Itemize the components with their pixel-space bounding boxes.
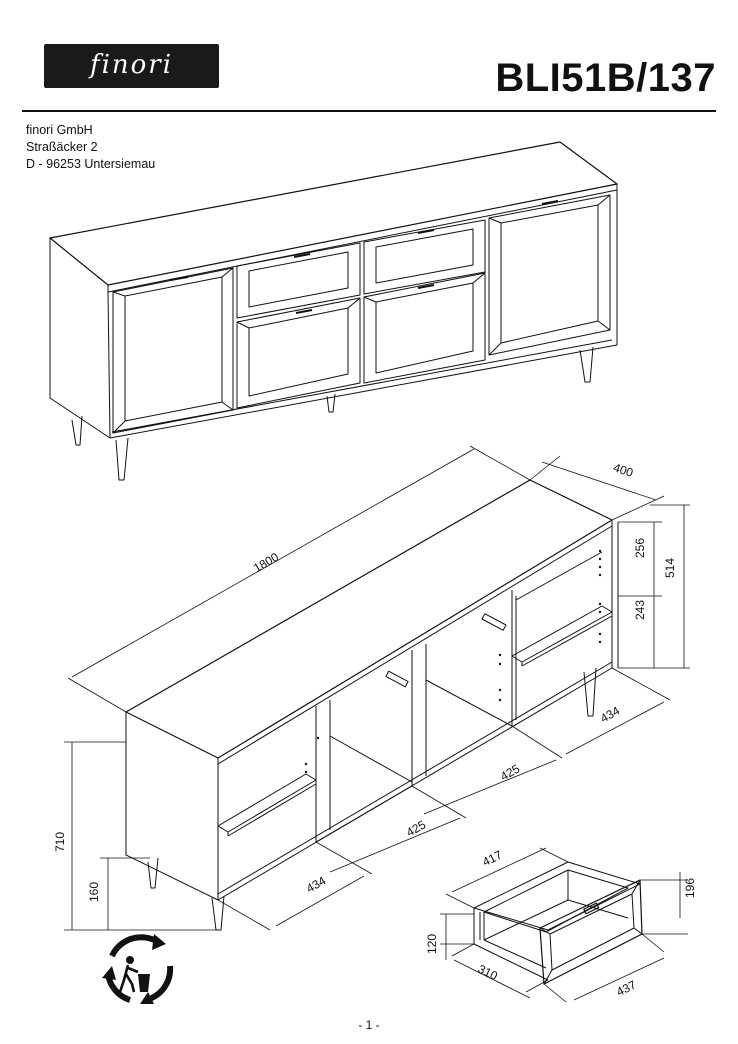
dim-right-width: 434: [597, 703, 623, 726]
recycling-icon: [102, 934, 170, 1004]
dim-leg-height: 160: [87, 881, 101, 903]
dim-lower-shelf: 243: [633, 599, 647, 621]
dim-depth: 400: [611, 460, 635, 480]
dim-mid-width-1: 425: [403, 817, 429, 840]
page-number: - 1 -: [358, 1018, 380, 1032]
frame-technical: [126, 480, 618, 930]
dim-upper-shelf: 256: [633, 537, 647, 559]
dim-length: 1800: [250, 549, 282, 576]
dim-side-height: 514: [663, 557, 677, 579]
dim-total-height: 710: [53, 831, 67, 853]
dim-drawer-width: 417: [480, 847, 505, 870]
dim-left-width: 434: [303, 873, 329, 896]
dim-mid-width-2: 425: [497, 761, 523, 784]
dim-drawer-front-height: 196: [683, 877, 697, 899]
company-street: Straßäcker 2: [26, 140, 98, 154]
model-number: BLI51B/137: [495, 56, 716, 100]
sideboard-perspective: [50, 142, 617, 480]
dimension-lines: [64, 446, 690, 930]
dim-drawer-front-width: 437: [614, 977, 639, 1000]
dimension-labels: [53, 460, 697, 999]
company-city: D - 96253 Untersiemau: [26, 157, 156, 171]
company-name: finori GmbH: [26, 123, 93, 137]
dim-drawer-depth: 310: [475, 961, 500, 984]
dim-drawer-body-height: 120: [425, 933, 439, 955]
drawer-detail: [440, 848, 688, 1002]
logo-text: finori: [89, 50, 174, 80]
